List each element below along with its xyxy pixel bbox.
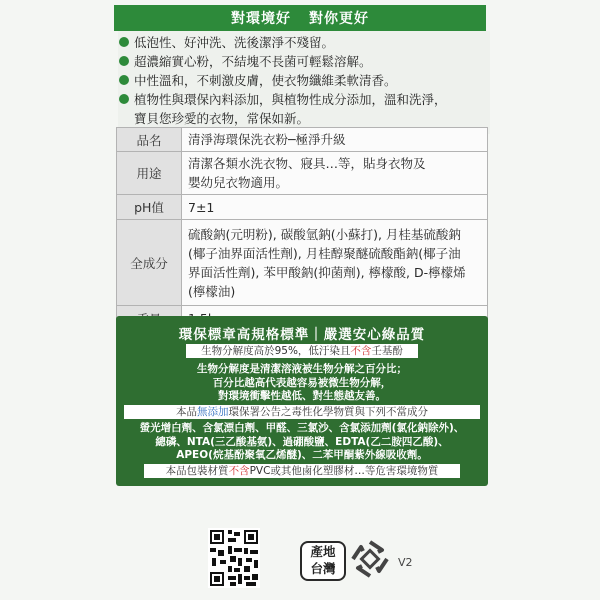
list-item: 低泡性、好沖洗、洗後潔淨不殘留。 [118,33,490,52]
banner-right: 對你更好 [309,11,369,27]
table-row [117,152,488,195]
product-name: 清淨海環保洗衣粉─極淨升級 [182,128,488,152]
list-item: 植物性與環保內料添加，與植物性成分添加，溫和洗淨， 寶貝您珍愛的衣物，常保如新。 [118,90,490,128]
packaging-bar: 本品包裝材質不含PVC或其他鹵化塑膠材…等危害環境物質 [144,464,460,478]
spec-key: pH值 [117,195,182,220]
biodegrade-bar: 生物分解度高於95%，低汙染且不含壬基酚 [186,344,418,358]
ph-value: 7±1 [182,195,488,220]
table-row [117,128,488,152]
table-row [117,195,488,220]
table-row [117,220,488,306]
qr-code-icon [208,528,260,588]
ingredients-value: 硫酸鈉(元明粉), 碳酸氫鈉(小蘇打), 月桂基硫酸鈉 (椰子油界面活性劑), 月桂醇聚醚硫酸酯鈉(椰子油 界面活性劑), 苯甲酸鈉(抑菌劑), 檸檬酸, D-檸檬烯 (檸檬油) [182,220,488,306]
eco-label-panel [116,316,488,486]
biodegrade-note: 生物分解度是清潔溶液被生物分解之百分比； 百分比越高代表越容易被微生物分解， 對環境衝擊性越低、對生態越友善。 [197,363,407,402]
version-label: V2 [398,556,413,569]
no-additive-bar: 本品無添加環保署公告之毒性化學物質與下列不當成分 [124,405,480,419]
bullet-icon [119,75,129,85]
spec-key: 用途 [117,152,182,195]
eco-panel-title: 環保標章高規格標準｜嚴選安心綠品質 [178,327,426,343]
spec-key: 品名 [117,128,182,152]
list-item: 中性溫和，不刺激皮膚，使衣物纖維柔軟清香。 [118,71,490,90]
bullet-icon [119,37,129,47]
bullet-icon [119,94,129,104]
origin-taiwan-badge: 產地 台灣 [300,541,346,581]
banner-left: 對環境好 [231,11,291,27]
list-item: 超濃縮實心粉，不結塊不長菌可輕鬆溶解。 [118,52,490,71]
feature-list [118,31,490,134]
usage-value: 清潔各類水洗衣物、寢具…等，貼身衣物及 嬰幼兒衣物適用。 [182,152,488,195]
spec-table [116,127,488,332]
bullet-icon [119,56,129,66]
spec-key: 全成分 [117,220,182,306]
excluded-ingredients: 螢光增白劑、含氯漂白劑、甲醛、三氯沙、含氯添加劑(氯化鈉除外)、 總磷、NTA(三乙酸基氨)、過硼酸鹽、EDTA(乙二胺四乙酸)、 APEO(烷基酚聚氧乙烯醚)、二苯甲酮紫外線吸收劑。 [139,422,465,461]
eco-banner [114,5,486,31]
recycle-icon [348,537,392,581]
